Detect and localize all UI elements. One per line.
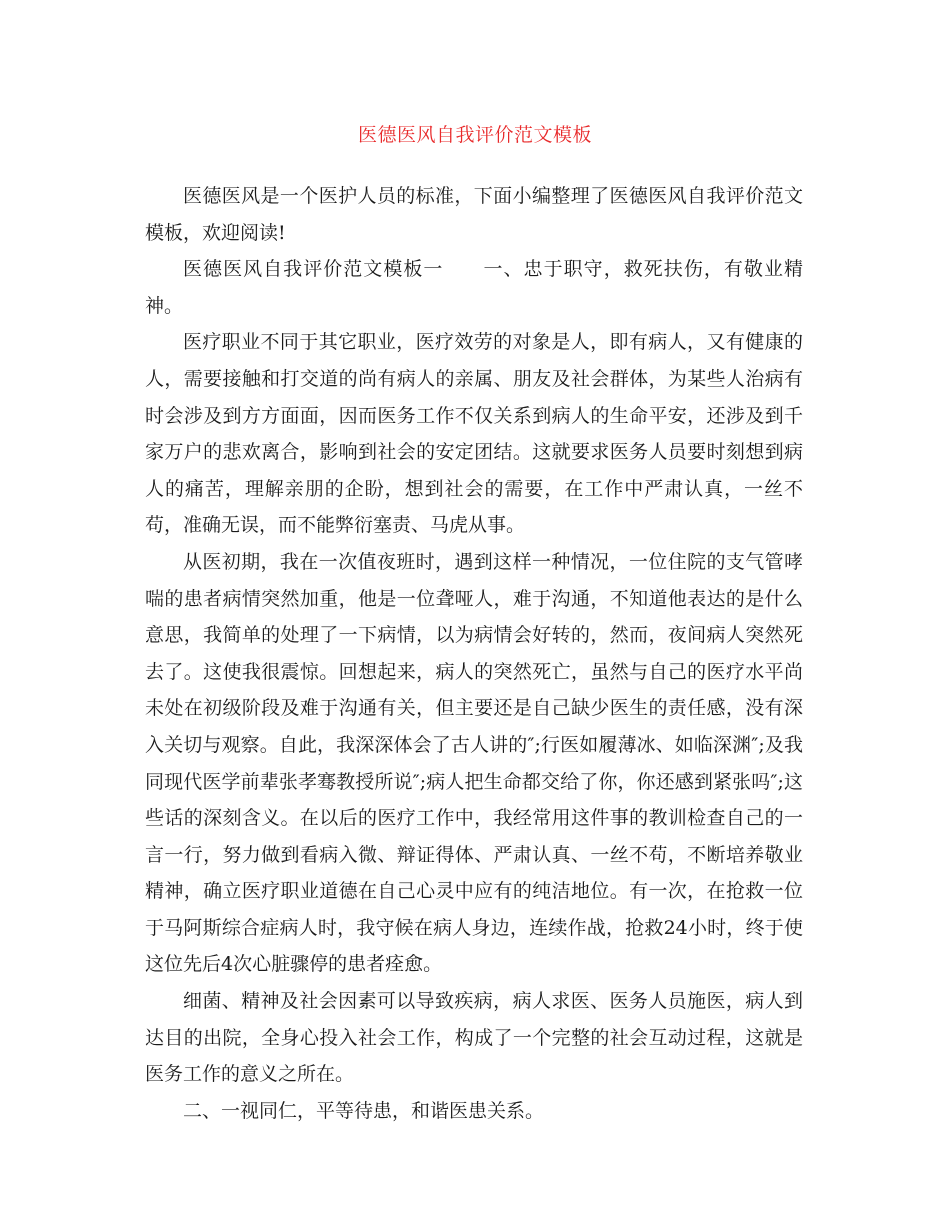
section-heading-paragraph: 医德医风自我评价范文模板一 一、忠于职守，救死扶伤，有敬业精神。 [145,258,803,317]
document-title: 医德医风自我评价范文模板 [357,124,592,146]
intro-paragraph: 医德医风是一个医护人员的标准，下面小编整理了医德医风自我评价范文模板，欢迎阅读! [145,185,803,244]
section-heading-paragraph: 二、一视同仁，平等待患，和谐医患关系。 [183,1099,545,1122]
document-body [145,178,803,1129]
body-paragraph: 细菌、精神及社会因素可以导致疾病，病人求医、医务人员施医，病人到达目的出院，全身心投入社会工作，构成了一个完整的社会互动过程，这就是医务工作的意义之所在。 [145,990,803,1086]
body-paragraph: 从医初期，我在一次值夜班时，遇到这样一种情况，一位住院的支气管哮喘的患者病情突然加重，他是一位聋哑人，难于沟通，不知道他表达的是什么意思，我简单的处理了一下病情，以为病情会好转的，然而，夜间病人突然死去了。这使我很震惊。回想起来，病人的突然死亡，虽然与自己的医疗水平尚未处在初级阶段及难于沟通有关，但主要还是自己缺少医生的责任感，没有深入关切与观察。自此，我深深体会了古人讲的″;行医如履薄冰、如临深渊″;及我同现代医学前辈张孝骞教授所说″;病人把生命都交给了你，你还感到紧张吗″;这些话的深刻含义。在以后的医疗工作中，我经常用这件事的教训检查自己的一言一行，努力做到看病入微、辩证得体、严肃认真、一丝不苟，不断培养敬业精神，确立医疗职业道德在自己心灵中应有的纯洁地位。有一次，在抢救一位于马阿斯综合症病人时，我守候在病人身边，连续作战，抢救24小时，终于使这位先后4次心脏骤停的患者痊愈。 [145,550,803,976]
body-paragraph: 医疗职业不同于其它职业，医疗效劳的对象是人，即有病人，又有健康的人，需要接触和打交道的尚有病人的亲属、朋友及社会群体，为某些人治病有时会涉及到方方面面，因而医务工作不仅关系到病人的生命平安，还涉及到千家万户的悲欢离合，影响到社会的安定团结。这就要求医务人员要时刻想到病人的痛苦，理解亲朋的企盼，想到社会的需要，在工作中严肃认真，一丝不苟，准确无误，而不能弊衍塞责、马虎从事。 [145,331,803,537]
